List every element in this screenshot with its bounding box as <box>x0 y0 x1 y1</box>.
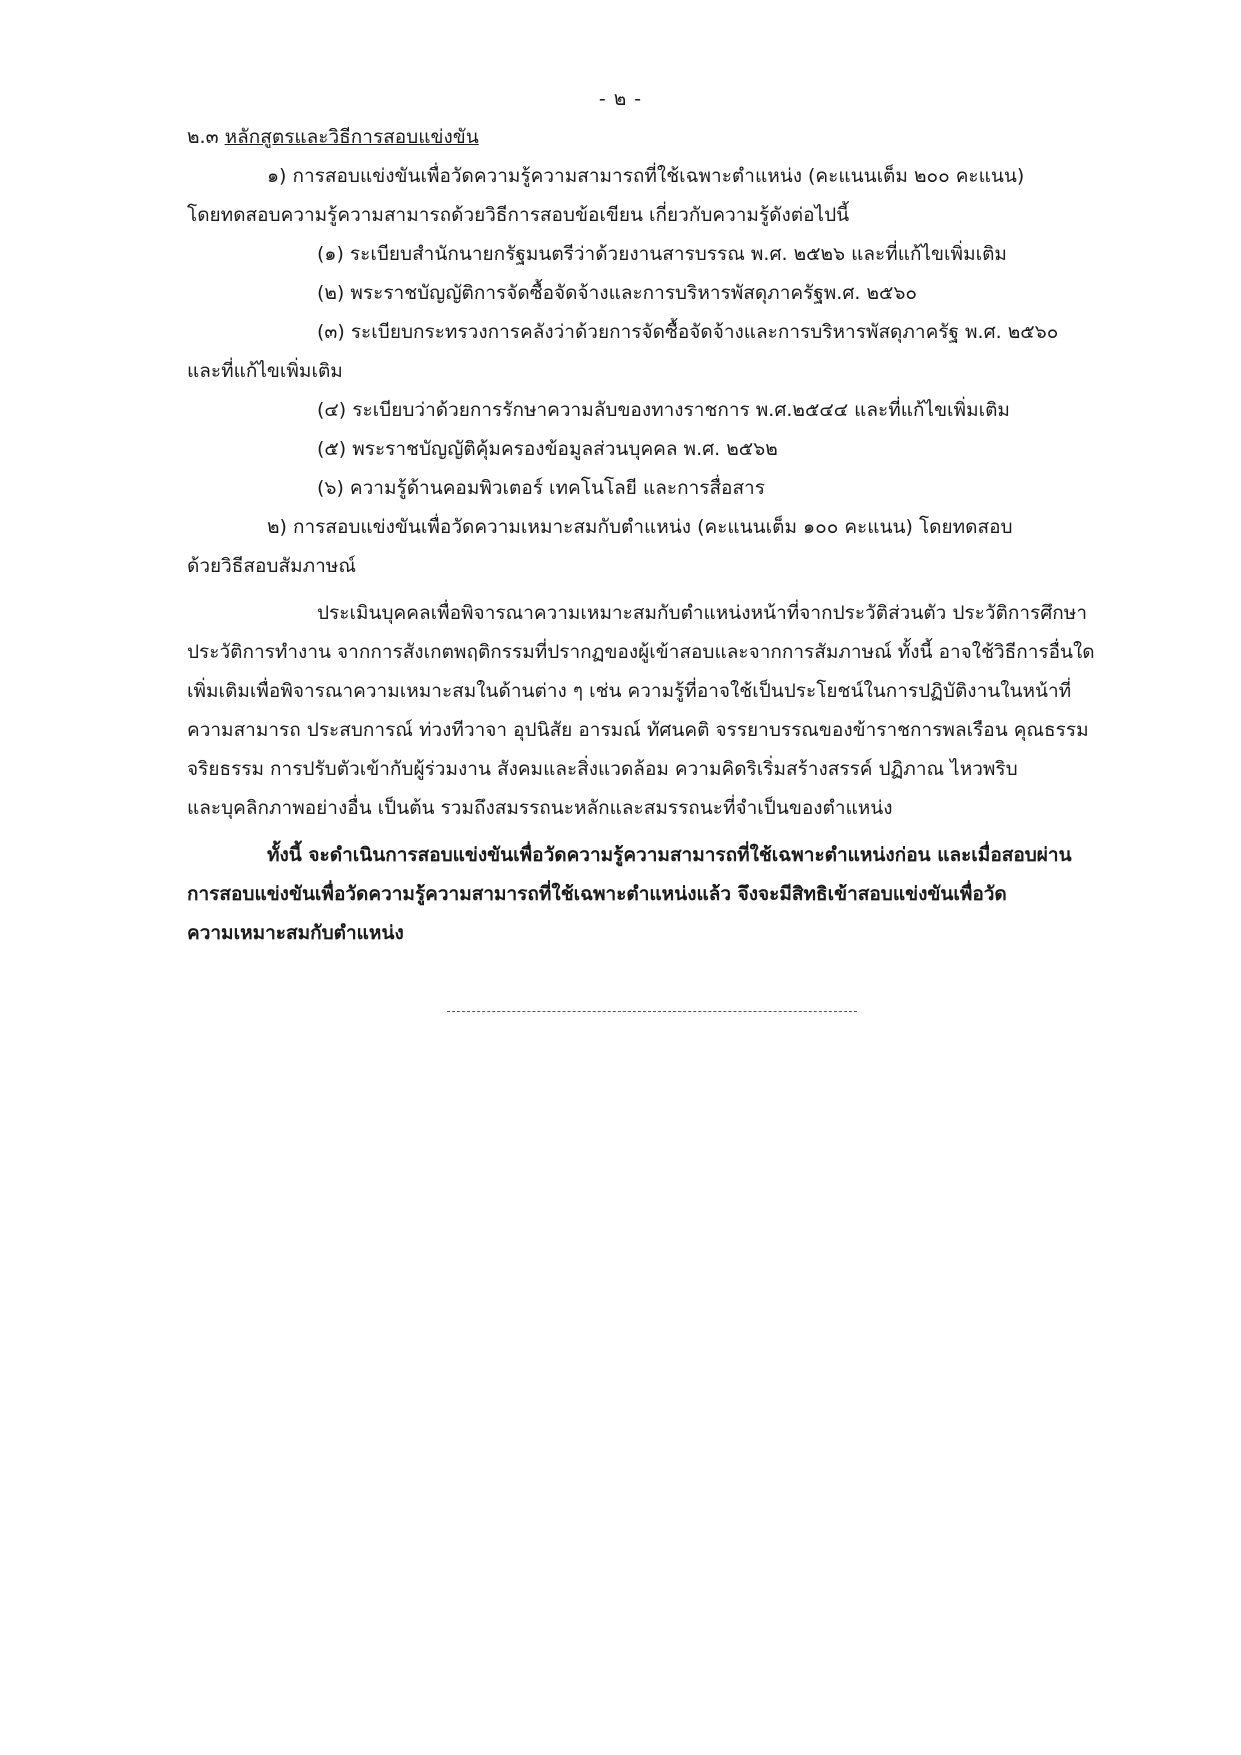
assessment-line-4: ความสามารถ ประสบการณ์ ท่วงทีวาจา อุปนิสัย อารมณ์ ทัศนคติ จรรยาบรรณของข้าราชการพลเรือน คุณธรรม <box>187 719 1089 741</box>
assessment-line-6: และบุคลิกภาพอย่างอื่น เป็นต้น รวมถึงสมรรถนะหลักและสมรรถนะที่จำเป็นของตำแหน่ง <box>187 797 893 819</box>
document-body <box>187 118 1123 953</box>
assessment-line-1: ประเมินบุคคลเพื่อพิจารณาความเหมาะสมกับตำแหน่งหน้าที่จากประวัติส่วนตัว ประวัติการศึกษา <box>317 602 1087 624</box>
item-1-sub-3-cont: และที่แก้ไขเพิ่มเติม <box>187 360 343 382</box>
spacer <box>187 586 1123 594</box>
item-2-line-2: ด้วยวิธีสอบสัมภาษณ์ <box>187 555 356 577</box>
assessment-line-5: จริยธรรม การปรับตัวเข้ากับผู้ร่วมงาน สังคมและสิ่งแวดล้อม ความคิดริเริ่มสร้างสรรค์ ปฏิภาณ ไหวพริบ <box>187 758 1018 780</box>
note-line-2: การสอบแข่งขันเพื่อวัดความรู้ความสามารถที่ใช้เฉพาะตำแหน่งแล้ว จึงจะมีสิทธิเข้าสอบแข่งขันเพื่อวัด <box>187 883 1007 905</box>
item-1-line-2: โดยทดสอบความรู้ความสามารถด้วยวิธีการสอบข้อเขียน เกี่ยวกับความรู้ดังต่อไปนี้ <box>187 204 850 226</box>
item-2-line-1: ๒) การสอบแข่งขันเพื่อวัดความเหมาะสมกับตำแหน่ง (คะแนนเต็ม ๑๐๐ คะแนน) โดยทดสอบ <box>267 516 1013 538</box>
page-number: - ๒ - <box>598 88 643 110</box>
item-1-line-1: ๑) การสอบแข่งขันเพื่อวัดความรู้ความสามารถที่ใช้เฉพาะตำแหน่ง (คะแนนเต็ม ๒๐๐ คะแนน) <box>267 165 1025 187</box>
note-line-1: ทั้งนี้ จะดำเนินการสอบแข่งขันเพื่อวัดความรู้ความสามารถที่ใช้เฉพาะตำแหน่งก่อน และเมื่อสอบผ่าน <box>267 844 1072 866</box>
note-line-3: ความเหมาะสมกับตำแหน่ง <box>187 922 404 944</box>
assessment-line-3: เพิ่มเติมเพื่อพิจารณาความเหมาะสมในด้านต่าง ๆ เช่น ความรู้ที่อาจใช้เป็นประโยชน์ในการปฏิบัติงานในหน้าที่ <box>187 680 1072 702</box>
spacer <box>187 828 1123 836</box>
section-heading <box>187 118 1123 157</box>
item-1-sub-1: (๑) ระเบียบสำนักนายกรัฐมนตรีว่าด้วยงานสารบรรณ พ.ศ. ๒๕๒๖ และที่แก้ไขเพิ่มเติม <box>317 243 1007 265</box>
item-1-sub-6: (๖) ความรู้ด้านคอมพิวเตอร์ เทคโนโลยี และการสื่อสาร <box>317 477 765 499</box>
section-title: หลักสูตรและวิธีการสอบแข่งขัน <box>224 126 479 148</box>
item-1-sub-2: (๒) พระราชบัญญัติการจัดซื้อจัดจ้างและการบริหารพัสดุภาครัฐพ.ศ. ๒๕๖๐ <box>317 282 918 304</box>
assessment-line-2: ประวัติการทำงาน จากการสังเกตพฤติกรรมที่ปรากฏของผู้เข้าสอบและจากการสัมภาษณ์ ทั้งนี้ อาจใช้วิธีการอื่นใด <box>187 641 1095 663</box>
end-divider <box>447 1011 857 1012</box>
item-1-sub-5: (๕) พระราชบัญญัติคุ้มครองข้อมูลส่วนบุคคล พ.ศ. ๒๕๖๒ <box>317 438 778 460</box>
section-number: ๒.๓ <box>187 126 219 148</box>
item-1-sub-4: (๔) ระเบียบว่าด้วยการรักษาความลับของทางราชการ พ.ศ.๒๕๔๔ และที่แก้ไขเพิ่มเติม <box>317 399 1010 421</box>
item-1-sub-3: (๓) ระเบียบกระทรวงการคลังว่าด้วยการจัดซื้อจัดจ้างและการบริหารพัสดุภาครัฐ พ.ศ. ๒๕๖๐ <box>317 321 1059 343</box>
